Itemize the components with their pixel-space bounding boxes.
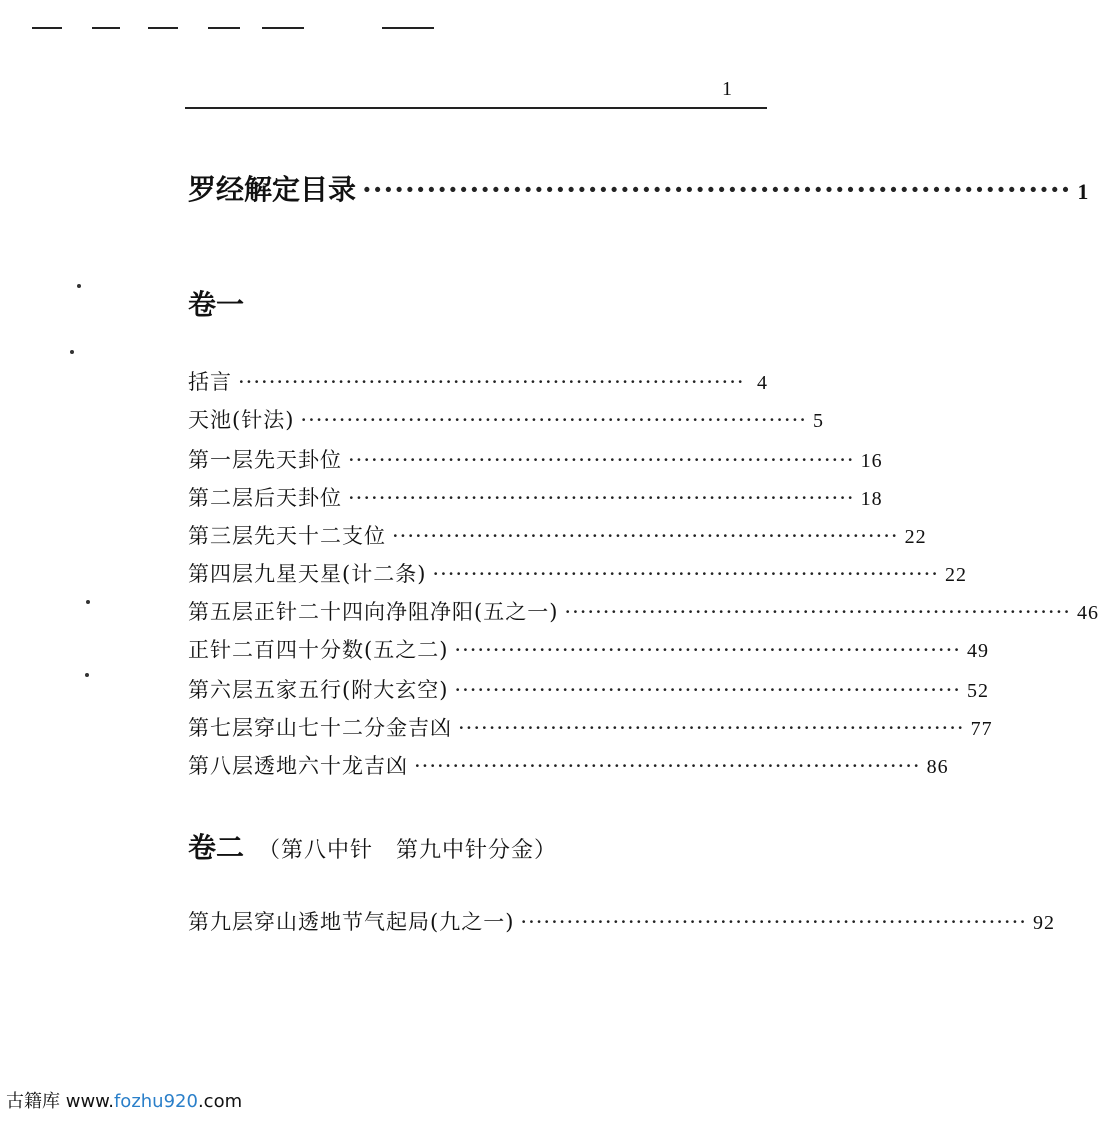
toc-entry-label: 第二层后天卦位 — [188, 486, 342, 510]
section-volume-2 — [188, 826, 557, 866]
watermark-domain: fozhu920 — [113, 1091, 198, 1112]
leader-dots: ·································································· — [432, 562, 939, 586]
leader-dots: ·································································· — [454, 638, 961, 662]
leader-dots: ·································································· — [238, 370, 745, 394]
section-volume-1 — [188, 283, 244, 323]
toc-entry-label: 第九层穿山透地节气起局(九之一) — [188, 910, 515, 934]
scan-speck — [77, 284, 81, 288]
toc-entry — [188, 674, 989, 704]
scan-artifact-dash — [32, 27, 62, 29]
scan-speck — [86, 600, 90, 604]
header-rule — [185, 107, 767, 109]
toc-entry — [188, 404, 824, 434]
section-title: 卷一 — [188, 288, 245, 321]
toc-entry-page: 16 — [860, 450, 883, 472]
section-title: 卷二 — [188, 831, 245, 864]
toc-entry-page: 77 — [970, 718, 993, 740]
toc-main-entry — [188, 168, 1089, 208]
toc-entry-label: 第六层五家五行(附大玄空) — [188, 678, 449, 702]
toc-entry-label: 第一层先天卦位 — [188, 448, 342, 472]
toc-entry — [188, 712, 993, 742]
scan-artifact-dash — [382, 27, 434, 29]
site-watermark — [6, 1087, 242, 1113]
toc-entry — [188, 596, 1099, 626]
scan-artifact-dash — [208, 27, 240, 29]
scan-artifact-dash — [262, 27, 304, 29]
leader-dots: ·································································· — [454, 678, 961, 702]
section-subtitle: （第八中针 第九中针分金） — [258, 838, 558, 863]
toc-entry-label: 第三层先天十二支位 — [188, 524, 386, 548]
toc-entry-label: 第八层透地六十龙吉凶 — [188, 754, 408, 778]
leader-dots: ·································································· — [362, 173, 1072, 206]
toc-entry — [188, 750, 949, 780]
toc-entry-label: 天池(针法) — [188, 408, 295, 432]
toc-entry-page: 18 — [860, 488, 883, 510]
watermark-prefix: 古籍库 www. — [6, 1091, 114, 1112]
toc-entry — [188, 558, 967, 588]
leader-dots: ·································································· — [564, 600, 1071, 624]
toc-entry-page: 49 — [966, 640, 989, 662]
leader-dots: ·································································· — [458, 716, 965, 740]
scan-artifact-dash — [92, 27, 120, 29]
leader-dots: ·································································· — [520, 910, 1027, 934]
toc-entry-page: 22 — [904, 526, 927, 548]
leader-dots: ·································································· — [414, 754, 921, 778]
watermark-suffix: .com — [197, 1091, 243, 1112]
toc-entry-page: 86 — [926, 756, 949, 778]
toc-entry-page: 22 — [944, 564, 967, 586]
toc-entry-page: 52 — [966, 680, 989, 702]
toc-entry-label: 第四层九星天星(计二条) — [188, 562, 427, 586]
toc-entry — [188, 906, 1055, 936]
scan-speck — [85, 673, 89, 677]
scan-speck — [70, 350, 74, 354]
toc-entry-label: 第五层正针二十四向净阻净阳(五之一) — [188, 600, 559, 624]
toc-entry — [188, 366, 768, 396]
toc-entry — [188, 520, 927, 550]
toc-entry-page: 4 — [757, 372, 768, 394]
toc-entry — [188, 444, 883, 474]
toc-entry — [188, 634, 989, 664]
scan-artifact-dash — [148, 27, 178, 29]
toc-entry-label: 括言 — [188, 370, 232, 394]
toc-entry-label: 正针二百四十分数(五之二) — [188, 638, 449, 662]
toc-entry-page: 5 — [812, 410, 824, 432]
toc-entry-label: 第七层穿山七十二分金吉凶 — [188, 716, 452, 740]
leader-dots: ·································································· — [392, 524, 899, 548]
leader-dots: ·································································· — [300, 408, 807, 432]
toc-entry — [188, 482, 883, 512]
toc-entry-page: 92 — [1032, 912, 1055, 934]
toc-entry-page: 46 — [1076, 602, 1099, 624]
leader-dots: ·································································· — [348, 448, 855, 472]
toc-main-page: 1 — [1077, 179, 1089, 204]
page-number: 1 — [722, 78, 732, 100]
leader-dots: ·································································· — [348, 486, 855, 510]
toc-main-label: 罗经解定目录 — [188, 173, 357, 206]
